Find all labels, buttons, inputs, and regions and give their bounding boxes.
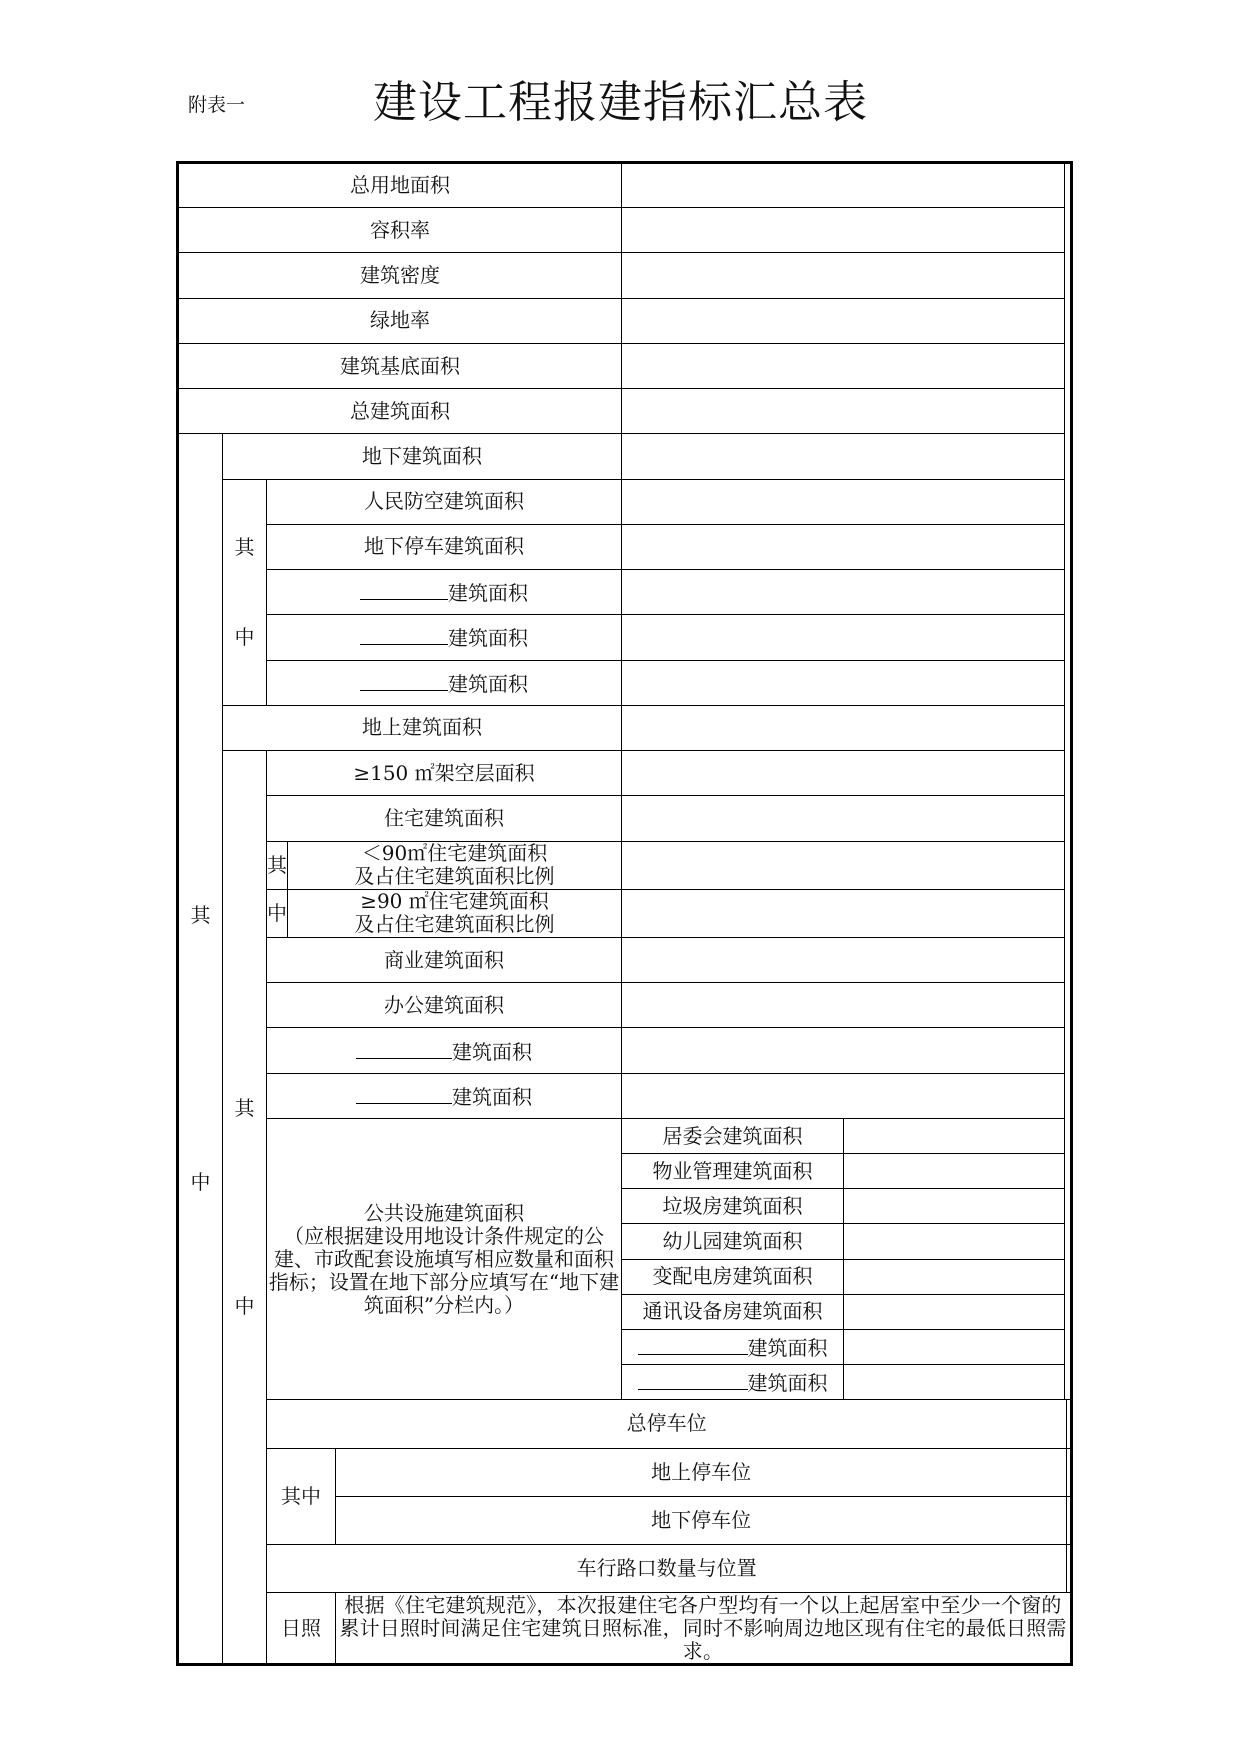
public-item-label: 建筑面积 xyxy=(622,1365,844,1400)
row-label: 总用地面积 xyxy=(178,163,622,208)
value-cell[interactable] xyxy=(844,1294,1065,1329)
parking-qizhong-label: 其中 xyxy=(267,1448,336,1545)
residential-zhong-label: 中 xyxy=(267,889,288,937)
row-label: 建筑面积 xyxy=(267,570,622,615)
fill-blank[interactable] xyxy=(360,579,448,600)
public-item-label: 通讯设备房建筑面积 xyxy=(622,1294,844,1329)
public-item-label: 建筑面积 xyxy=(622,1329,844,1364)
value-cell[interactable] xyxy=(1067,1448,1072,1496)
table-row xyxy=(178,1545,1072,1593)
fill-blank[interactable] xyxy=(638,1369,748,1390)
value-cell[interactable] xyxy=(622,1028,1065,1073)
value-cell[interactable] xyxy=(1067,1496,1072,1544)
row-label: 绿地率 xyxy=(178,298,622,343)
row-label: 地下建筑面积 xyxy=(223,434,622,479)
table-row xyxy=(178,570,1072,615)
value-cell[interactable] xyxy=(622,751,1065,796)
row-label: 建筑基底面积 xyxy=(178,343,622,388)
table-row xyxy=(178,615,1072,660)
row-label: 总建筑面积 xyxy=(178,389,622,434)
row-label: ≥90 ㎡住宅建筑面积 及占住宅建筑面积比例 xyxy=(288,889,622,937)
table-row xyxy=(178,479,1072,524)
table-row xyxy=(178,208,1072,253)
value-cell[interactable] xyxy=(622,1073,1065,1118)
value-cell[interactable] xyxy=(622,841,1065,889)
underground-qizhong-label: 其 中 xyxy=(223,479,267,705)
page-title: 建设工程报建指标汇总表 xyxy=(373,77,868,128)
fill-blank[interactable] xyxy=(356,1083,452,1104)
value-cell[interactable] xyxy=(622,163,1065,208)
table-row xyxy=(178,1448,1072,1496)
aboveground-qizhong-label: 其 中 xyxy=(223,751,267,1665)
fill-blank[interactable] xyxy=(360,670,448,691)
table-row xyxy=(178,938,1072,983)
table-row xyxy=(178,389,1072,434)
table-row xyxy=(178,889,1072,937)
row-label: 容积率 xyxy=(178,208,622,253)
row-label: 地下停车位 xyxy=(336,1496,1067,1544)
table-row xyxy=(178,1593,1072,1665)
row-label: 人民防空建筑面积 xyxy=(267,479,622,524)
sunlight-label: 日照 xyxy=(267,1593,336,1665)
value-cell[interactable] xyxy=(844,1118,1065,1153)
public-item-label: 变配电房建筑面积 xyxy=(622,1259,844,1294)
row-label: 建筑面积 xyxy=(267,660,622,705)
table-row xyxy=(178,841,1072,889)
fill-blank[interactable] xyxy=(356,1038,452,1059)
table-row xyxy=(178,705,1072,750)
value-cell[interactable] xyxy=(844,1224,1065,1259)
row-label: 住宅建筑面积 xyxy=(267,796,622,841)
value-cell[interactable] xyxy=(622,796,1065,841)
table-row xyxy=(178,1118,1072,1153)
value-cell[interactable] xyxy=(1067,1545,1072,1593)
value-cell[interactable] xyxy=(622,343,1065,388)
value-cell[interactable] xyxy=(844,1259,1065,1294)
row-label: 办公建筑面积 xyxy=(267,983,622,1028)
fill-blank[interactable] xyxy=(638,1334,748,1355)
row-label: ＜90㎡住宅建筑面积 及占住宅建筑面积比例 xyxy=(288,841,622,889)
value-cell[interactable] xyxy=(622,570,1065,615)
public-item-label: 幼儿园建筑面积 xyxy=(622,1224,844,1259)
table-row xyxy=(178,751,1072,796)
value-cell[interactable] xyxy=(622,889,1065,937)
row-label: 地上停车位 xyxy=(336,1448,1067,1496)
value-cell[interactable] xyxy=(622,479,1065,524)
public-item-label: 垃圾房建筑面积 xyxy=(622,1189,844,1224)
row-label: 建筑面积 xyxy=(267,1073,622,1118)
row-label: ≥150 ㎡架空层面积 xyxy=(267,751,622,796)
value-cell[interactable] xyxy=(622,938,1065,983)
public-item-label: 物业管理建筑面积 xyxy=(622,1154,844,1189)
row-label: 总停车位 xyxy=(267,1400,1067,1448)
table-row xyxy=(178,163,1072,208)
row-label: 车行路口数量与位置 xyxy=(267,1545,1067,1593)
value-cell[interactable] xyxy=(622,208,1065,253)
row-label: 地上建筑面积 xyxy=(223,705,622,750)
value-cell[interactable] xyxy=(622,615,1065,660)
public-facility-label: 公共设施建筑面积 （应根据建设用地设计条件规定的公建、市政配套设施填写相应数量和面积指标；设置在地下部分应填写在“地下建筑面积”分栏内。） xyxy=(267,1118,622,1399)
table-row xyxy=(178,524,1072,569)
value-cell[interactable] xyxy=(844,1329,1065,1364)
attachment-label: 附表一 xyxy=(188,94,246,116)
table-row xyxy=(178,1073,1072,1118)
public-facility-note: （应根据建设用地设计条件规定的公建、市政配套设施填写相应数量和面积指标；设置在地下部分应填写在“地下建筑面积”分栏内。） xyxy=(268,1223,620,1317)
table-row xyxy=(178,983,1072,1028)
table-row xyxy=(178,796,1072,841)
value-cell[interactable] xyxy=(844,1189,1065,1224)
sunlight-statement: 根据《住宅建筑规范》，本次报建住宅各户型均有一个以上起居室中至少一个窗的累计日照时间满足住宅建筑日照标准，同时不影响周边地区现有住宅的最低日照需求。 xyxy=(336,1593,1072,1665)
value-cell[interactable] xyxy=(622,660,1065,705)
fill-blank[interactable] xyxy=(360,624,448,645)
value-cell[interactable] xyxy=(622,298,1065,343)
row-label: 地下停车建筑面积 xyxy=(267,524,622,569)
table-row xyxy=(178,253,1072,298)
residential-qi-label: 其 xyxy=(267,841,288,889)
table-row xyxy=(178,343,1072,388)
value-cell[interactable] xyxy=(622,524,1065,569)
value-cell[interactable] xyxy=(1067,1400,1072,1448)
value-cell[interactable] xyxy=(844,1365,1065,1400)
table-row xyxy=(178,660,1072,705)
outer-qizhong-label: 其 中 xyxy=(178,434,223,1665)
table-row xyxy=(178,1400,1072,1448)
indicator-summary-table xyxy=(176,161,1073,1666)
row-label: 建筑密度 xyxy=(178,253,622,298)
row-label: 建筑面积 xyxy=(267,1028,622,1073)
row-label: 建筑面积 xyxy=(267,615,622,660)
table-row xyxy=(178,434,1072,479)
table-row xyxy=(178,298,1072,343)
table-row xyxy=(178,1028,1072,1073)
value-cell[interactable] xyxy=(622,983,1065,1028)
row-label: 商业建筑面积 xyxy=(267,938,622,983)
value-cell[interactable] xyxy=(622,389,1065,434)
public-item-label: 居委会建筑面积 xyxy=(622,1118,844,1153)
value-cell[interactable] xyxy=(844,1154,1065,1189)
value-cell[interactable] xyxy=(622,253,1065,298)
value-cell[interactable] xyxy=(622,434,1065,479)
value-cell[interactable] xyxy=(622,705,1065,750)
